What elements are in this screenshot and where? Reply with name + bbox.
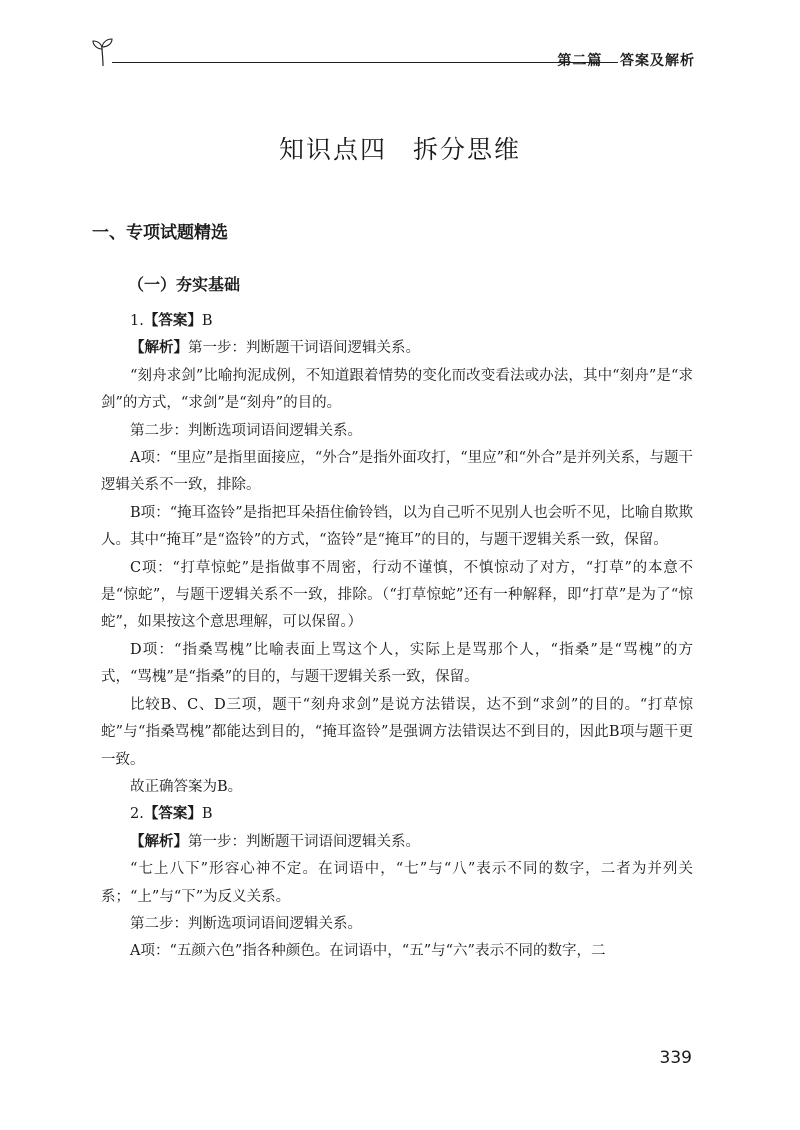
paragraph-text: D项：“指桑骂槐”比喻表面上骂这个人，实际上是骂那个人，“指桑”是“骂槐”的方式，“骂槐”是“指桑”的目的，与题干逻辑关系一致，保留。 <box>101 641 693 686</box>
paragraph <box>101 856 693 911</box>
paragraph-text: B <box>201 313 213 329</box>
header-rule <box>112 62 618 63</box>
paragraph-text: B项：“掩耳盗铃”是指把耳朵捂住偷铃铛，以为自己听不见别人也会听不见，比喻自欺欺人。其中“掩耳”是“盗铃”的方式，“盗铃”是“掩耳”的目的，与题干逻辑关系一致，保留。 <box>101 504 693 549</box>
header-part: 第二篇 <box>557 53 603 69</box>
paragraph <box>101 418 693 445</box>
paragraph-text: 第二步：判断选项词语间逻辑关系。 <box>130 915 362 932</box>
paragraph <box>101 637 693 692</box>
paragraph-text: B <box>201 806 213 823</box>
paragraph-text: 比较B、C、D三项，题干“刻舟求剑”是说方法错误，达不到“求剑”的目的。“打草惊蛇”与“指桑骂槐”都能达到目的，“掩耳盗铃”是强调方法错误达不到目的，因此B项与题干更一致。 <box>101 696 693 768</box>
paragraph-text: C项：“打草惊蛇”是指做事不周密，行动不谨慎，不慎惊动了对方，“打草”的本意不是“惊蛇”，与题干逻辑关系不一致，排除。（“打草惊蛇”还有一种解释，即“打草”是为了“惊蛇”，如果按这个意思理解，可以保留。） <box>101 559 693 631</box>
header-text <box>557 50 695 70</box>
paragraph-text: “七上八下”形容心神不定。在词语中，“七”与“八”表示不同的数字，二者为并列关系；“上”与“下”为反义关系。 <box>101 861 693 905</box>
paragraph-text: 1. <box>130 313 144 329</box>
paragraph-text: A项：“五颜六色”指各种颜色。在词语中，“五”与“六”表示不同的数字，二 <box>130 943 606 960</box>
title-main: 知识点四 <box>278 135 387 164</box>
paragraph <box>101 774 693 801</box>
paragraph-text: 故正确答案为B。 <box>130 778 243 795</box>
paragraph-text: A项：“里应”是指里面接应，“外合”是指外面攻打，“里应”和“外合”是并列关系，与题干逻辑关系不一致，排除。 <box>101 450 693 494</box>
paragraph-text: 第二步：判断选项词语间逻辑关系。 <box>130 422 362 439</box>
paragraph <box>101 363 693 418</box>
paragraph <box>101 555 693 637</box>
bracket-label: 【答案】 <box>143 313 202 329</box>
paragraph <box>101 335 693 362</box>
title-sub: 拆分思维 <box>413 135 522 164</box>
paragraph <box>101 911 693 938</box>
paragraph-text: 第一步：判断题干词语间逻辑关系。 <box>188 340 420 357</box>
page-title <box>0 130 800 166</box>
paragraph <box>101 801 693 828</box>
section-heading: 一、专项试题精选 <box>92 223 228 243</box>
bracket-label: 【答案】 <box>143 806 202 823</box>
running-header <box>90 34 695 70</box>
paragraph <box>101 500 693 555</box>
paragraph-text: 2. <box>130 806 144 823</box>
paragraph <box>101 829 693 856</box>
paragraph <box>101 692 693 774</box>
bracket-label: 【解析】 <box>130 833 188 850</box>
subsection-heading: （一）夯实基础 <box>128 275 241 294</box>
header-section-title: 答案及解析 <box>620 53 695 69</box>
paragraph <box>101 308 693 335</box>
paragraph-text: “刻舟求剑”比喻拘泥成例，不知道跟着情势的变化而改变看法或办法，其中“刻舟”是“求剑”的方式，“求剑”是“刻舟”的目的。 <box>101 367 693 412</box>
paragraph-text: 第一步：判断题干词语间逻辑关系。 <box>188 833 420 850</box>
paragraph <box>101 445 693 500</box>
body-content <box>101 308 693 966</box>
bracket-label: 【解析】 <box>130 340 188 357</box>
page-number: 339 <box>659 1048 692 1068</box>
paragraph <box>101 938 693 965</box>
